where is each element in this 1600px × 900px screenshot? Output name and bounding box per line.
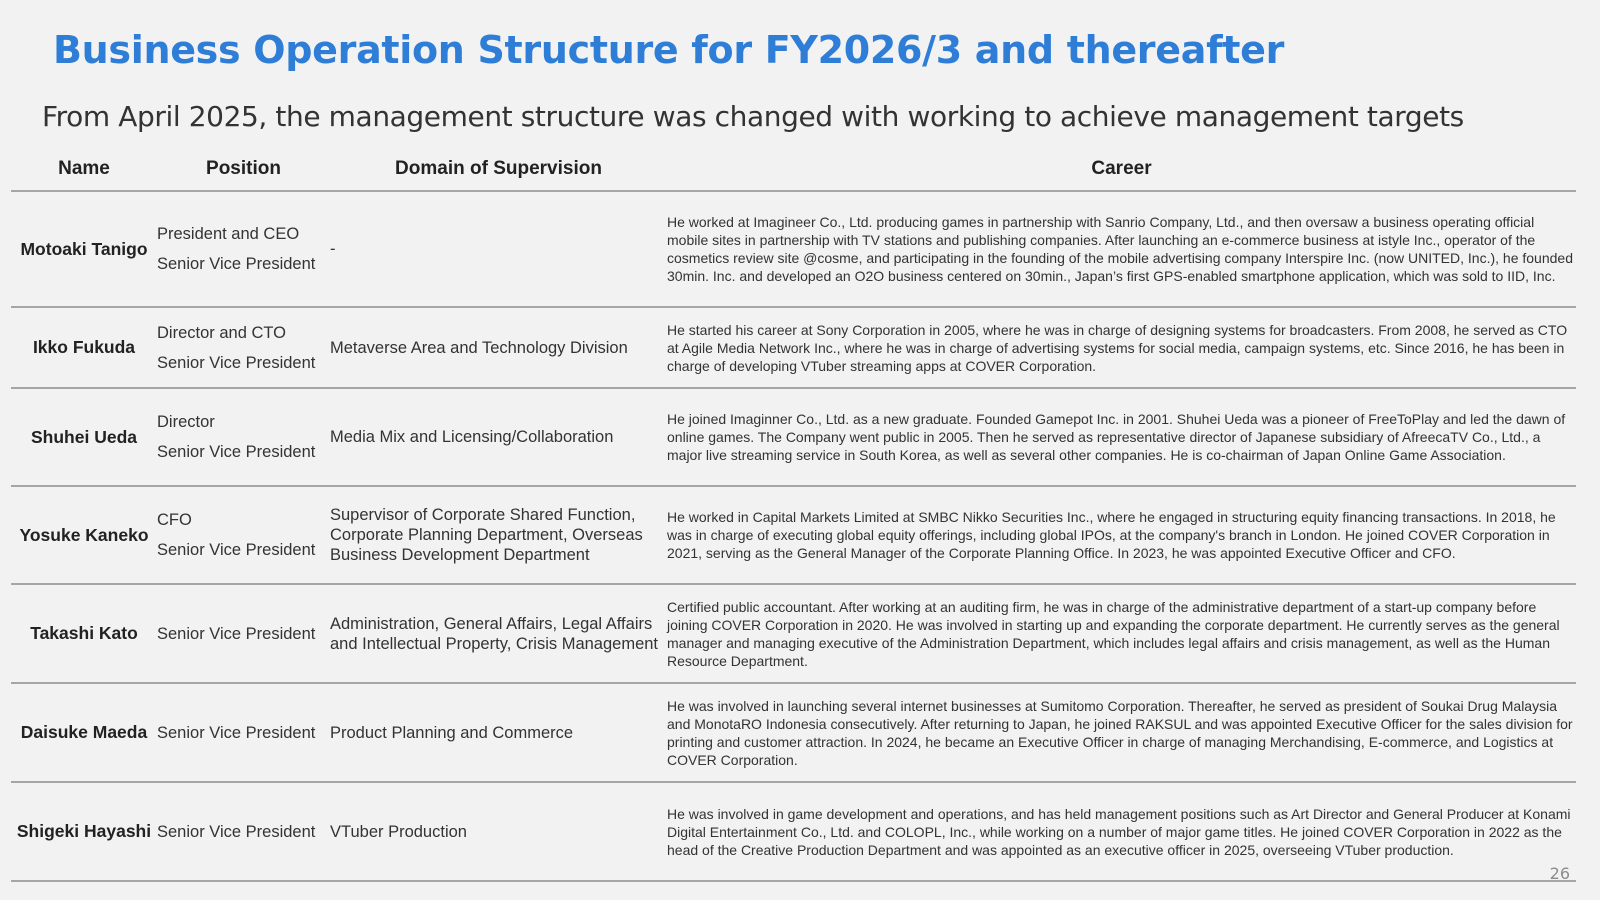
officer-career: Certified public accountant. After working at an auditing firm, he was in charge of the administrative department of a start-up company before joining COVER Corporation in 2020. He was involved in starting up and expanding the corporate department. He currently serves as the general manager and managing executive of the Administration Department, which includes legal affairs and crisis management, as well as the Human Resource Department. bbox=[667, 584, 1576, 683]
officer-name: Takashi Kato bbox=[11, 584, 157, 683]
position-line: Director and CTO bbox=[157, 323, 286, 342]
column-header-career: Career bbox=[667, 148, 1576, 191]
position-line: Senior Vice President bbox=[157, 624, 316, 643]
position-line: Senior Vice President bbox=[157, 353, 316, 372]
officer-position bbox=[157, 782, 330, 881]
table-row bbox=[11, 683, 1576, 782]
table-header-row bbox=[11, 148, 1576, 191]
position-line: Senior Vice President bbox=[157, 255, 316, 273]
officer-position bbox=[157, 191, 330, 307]
officer-career: He worked in Capital Markets Limited at SMBC Nikko Securities Inc., where he engaged in structuring equity financing transactions. In 2018, he was in charge of executing global equity offerings, including global IPOs, at the company's branch in London. He joined COVER Corporation in 2021, serving as the General Manager of the Corporate Planning Office. In 2023, he was appointed Executive Officer and CFO. bbox=[667, 486, 1576, 584]
officer-name: Shigeki Hayashi bbox=[11, 782, 157, 881]
officer-name: Motoaki Tanigo bbox=[11, 191, 157, 307]
officer-career: He joined Imaginner Co., Ltd. as a new graduate. Founded Gamepot Inc. in 2001. Shuhei Ueda was a pioneer of FreeToPlay and led the dawn of online games. The Company went public in 2005. Then he served as representative director of Japanese subsidiary of AfreecaTV Co., Ltd., a major live streaming service in South Korea, as well as several other companies. He is co-chairman of Japan Online Game Association. bbox=[667, 388, 1576, 486]
position-line: CFO bbox=[157, 511, 192, 529]
officer-career: He was involved in game development and operations, and has held management positions such as Art Director and General Producer at Konami Digital Entertainment Co., Ltd. and COLOPL, Inc., while working on a number of major game titles. He joined COVER Corporation in 2022 as the head of the Creative Production Department and was appointed as an executive officer in 2025, overseeing VTuber production. bbox=[667, 782, 1576, 881]
officer-career: He worked at Imagineer Co., Ltd. producing games in partnership with Sanrio Company, Ltd., and then oversaw a business operating official mobile sites in partnership with TV stations and publishing companies. After launching an e-commerce business at istyle Inc., operator of the cosmetics review site @cosme, and participating in the founding of the mobile advertising company Interspire Inc. (now UNITED, Inc.), he founded 30min. Inc. and developed an O2O business centered on 30min., Japan’s first GPS-enabled smartphone application, which was sold to IID, Inc. bbox=[667, 191, 1576, 307]
officer-position bbox=[157, 388, 330, 486]
page-subtitle: From April 2025, the management structure was changed with working to achieve management targets bbox=[42, 100, 1464, 133]
officer-position bbox=[157, 307, 330, 388]
position-line: Senior Vice President bbox=[157, 541, 316, 559]
officer-name: Ikko Fukuda bbox=[11, 307, 157, 388]
supervision-domain: Metaverse Area and Technology Division bbox=[330, 307, 667, 388]
position-line: President and CEO bbox=[157, 225, 300, 243]
supervision-domain: VTuber Production bbox=[330, 782, 667, 881]
supervision-domain: Media Mix and Licensing/Collaboration bbox=[330, 388, 667, 486]
column-header-name: Name bbox=[11, 148, 157, 191]
position-line: Senior Vice President bbox=[157, 723, 316, 742]
position-line: Senior Vice President bbox=[157, 822, 316, 841]
supervision-domain: Administration, General Affairs, Legal Affairs and Intellectual Property, Crisis Management bbox=[330, 584, 667, 683]
table-row bbox=[11, 191, 1576, 307]
officer-position bbox=[157, 683, 330, 782]
supervision-domain: Supervisor of Corporate Shared Function, Corporate Planning Department, Overseas Business Development Department bbox=[330, 486, 667, 584]
officer-name: Shuhei Ueda bbox=[11, 388, 157, 486]
table-row bbox=[11, 486, 1576, 584]
column-header-domain: Domain of Supervision bbox=[330, 148, 667, 191]
position-line: Senior Vice President bbox=[157, 443, 316, 461]
page-title: Business Operation Structure for FY2026/3 and thereafter bbox=[53, 28, 1285, 72]
supervision-domain: - bbox=[330, 191, 667, 307]
page-number: 26 bbox=[1549, 864, 1570, 883]
officer-career: He started his career at Sony Corporation in 2005, where he was in charge of designing systems for broadcasters. From 2008, he served as CTO at Agile Media Network Inc., where he was in charge of advertising systems for social media, campaign systems, etc. Since 2016, he has been in charge of developing VTuber streaming apps at COVER Corporation. bbox=[667, 307, 1576, 388]
column-header-position: Position bbox=[157, 148, 330, 191]
table-row bbox=[11, 782, 1576, 881]
table-row bbox=[11, 307, 1576, 388]
officer-name: Yosuke Kaneko bbox=[11, 486, 157, 584]
supervision-domain: Product Planning and Commerce bbox=[330, 683, 667, 782]
officer-name: Daisuke Maeda bbox=[11, 683, 157, 782]
table-row bbox=[11, 388, 1576, 486]
table-row bbox=[11, 584, 1576, 683]
officers-table bbox=[11, 148, 1576, 882]
officer-position bbox=[157, 486, 330, 584]
position-line: Director bbox=[157, 413, 215, 431]
officer-position bbox=[157, 584, 330, 683]
officer-career: He was involved in launching several internet businesses at Sumitomo Corporation. Thereafter, he served as president of Soukai Drug Malaysia and MonotaRO Indonesia consecutively. After returning to Japan, he joined RAKSUL and was appointed Executive Officer for the sales division for printing and customer attraction. In 2024, he became an Executive Officer in charge of managing Merchandising, E-commerce, and Logistics at COVER Corporation. bbox=[667, 683, 1576, 782]
